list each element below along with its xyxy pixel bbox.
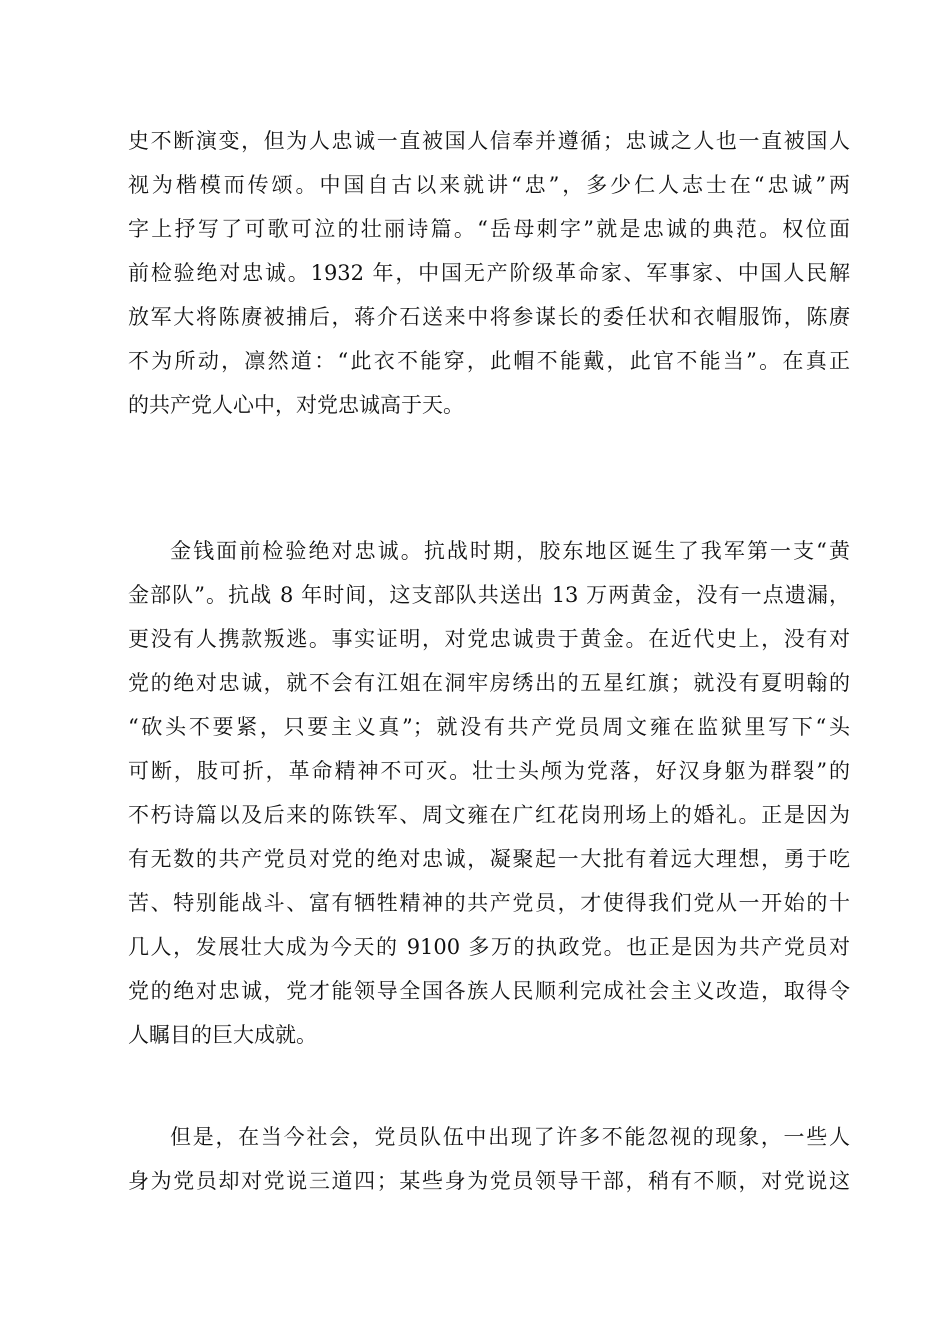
text-line: 的共产党人心中，对党忠诚高于天。 [128, 393, 464, 417]
text-line: 放军大将陈赓被捕后，蒋介石送来中将参谋长的委任状和衣帽服饰，陈赓 [128, 305, 850, 329]
text-line: 金部队”。抗战 8 年时间，这支部队共送出 13 万两黄金，没有一点遗漏， [128, 583, 850, 607]
text-line: 金钱面前检验绝对忠诚。抗战时期，胶东地区诞生了我军第一支“黄 [170, 539, 850, 563]
text-line: 前检验绝对忠诚。1932 年，中国无产阶级革命家、军事家、中国人民解 [128, 261, 850, 285]
text-line: 字上抒写了可歌可泣的壮丽诗篇。“岳母刺字”就是忠诚的典范。权位面 [128, 217, 850, 241]
text-line: “砍头不要紧，只要主义真”；就没有共产党员周文雍在监狱里写下“头 [128, 715, 850, 739]
text-line: 但是，在当今社会，党员队伍中出现了许多不能忽视的现象，一些人 [170, 1125, 850, 1149]
text-line: 几人，发展壮大成为今天的 9100 多万的执政党。也正是因为共产党员对 [128, 935, 850, 959]
text-line: 有无数的共产党员对党的绝对忠诚，凝聚起一大批有着远大理想，勇于吃 [128, 847, 850, 871]
paragraph-money-test [128, 529, 850, 1057]
paragraph-current-issues [128, 1115, 850, 1203]
text-line: 人瞩目的巨大成就。 [128, 1023, 317, 1047]
text-line: 视为楷模而传颂。中国自古以来就讲“忠”，多少仁人志士在“忠诚”两 [128, 173, 850, 197]
text-line: 党的绝对忠诚，就不会有江姐在洞牢房绣出的五星红旗；就没有夏明翰的 [128, 671, 850, 695]
paragraph-loyalty-history [128, 119, 850, 427]
text-line: 史不断演变，但为人忠诚一直被国人信奉并遵循；忠诚之人也一直被国人 [128, 129, 850, 153]
text-line: 不为所动，凛然道：“此衣不能穿，此帽不能戴，此官不能当”。在真正 [128, 349, 850, 373]
text-line: 更没有人携款叛逃。事实证明，对党忠诚贵于黄金。在近代史上，没有对 [128, 627, 850, 651]
text-line: 不朽诗篇以及后来的陈铁军、周文雍在广红花岗刑场上的婚礼。正是因为 [128, 803, 850, 827]
text-line: 身为党员却对党说三道四；某些身为党员领导干部，稍有不顺，对党说这 [128, 1169, 850, 1193]
text-line: 党的绝对忠诚，党才能领导全国各族人民顺利完成社会主义改造，取得令 [128, 979, 850, 1003]
text-line: 可断，肢可折，革命精神不可灭。壮士头颅为党落，好汉身躯为群裂”的 [128, 759, 850, 783]
text-line: 苦、特别能战斗、富有牺牲精神的共产党员，才使得我们党从一开始的十 [128, 891, 850, 915]
